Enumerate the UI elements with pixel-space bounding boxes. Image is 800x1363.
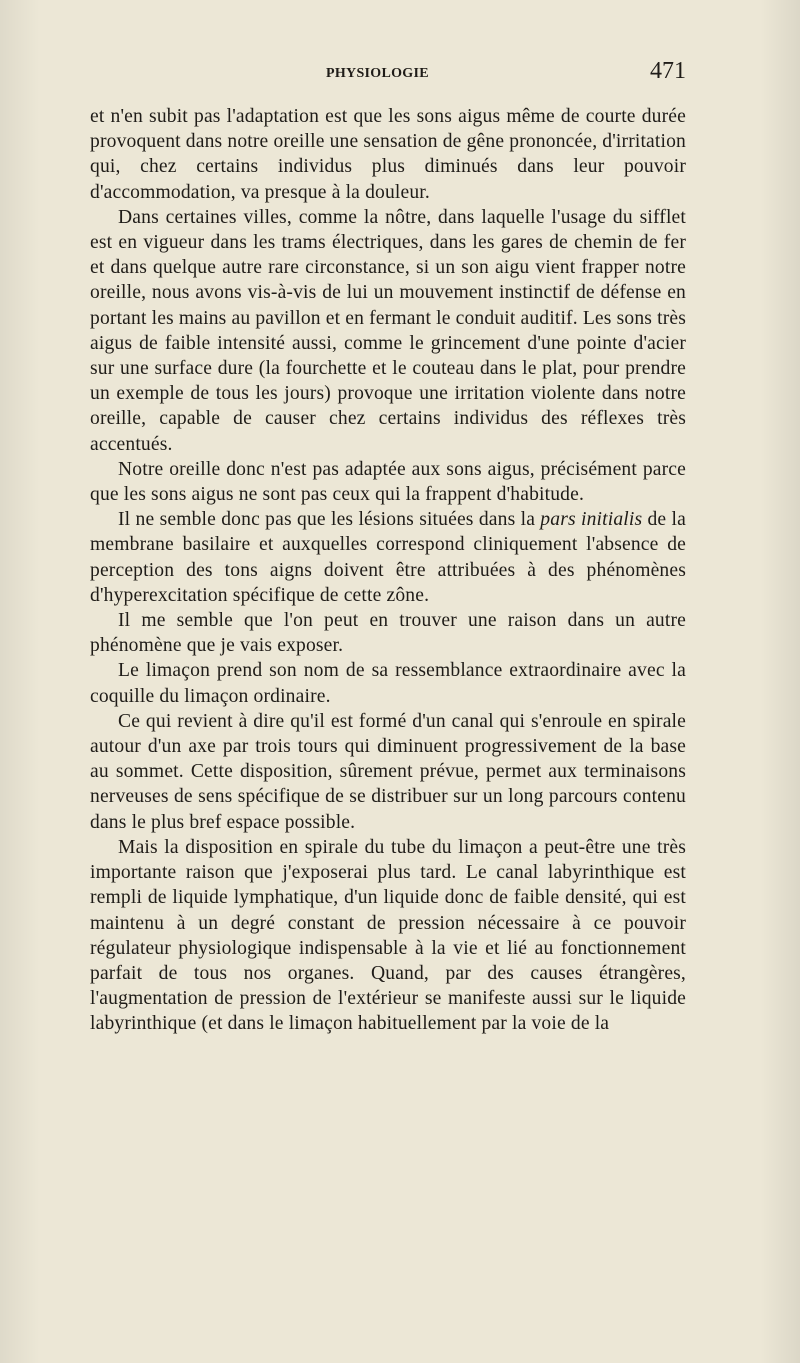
paragraph-2: Dans certaines villes, comme la nôtre, dans laquelle l'usage du sifflet est en vigueur dans les trams électriques, dans les gares de chemin de fer et dans quelque autre rare circonstance, si un son aigu vient frapper notre oreille, nous avons vis-à-vis de lui un mouvement instinctif de défense en portant les mains au pavillon et en fermant le conduit auditif. Les sons très aigus de faible intensité aussi, comme le grincement d'une pointe d'acier sur une surface dure (la fourchette et le couteau dans le plat, pour prendre un exemple de tous les jours) provoque une irritation violente dans notre oreille, capable de causer chez certains individus des réflexes très accentués.	[90, 206, 686, 455]
body-text	[90, 104, 686, 1037]
page-number: 471	[650, 58, 686, 84]
paragraph-8: Mais la disposition en spirale du tube du limaçon a peut-être une très importante raison que j'exposerai plus tard. Le canal labyrinthique est rempli de liquide lymphatique, d'un liquide donc de faible densité, qui est maintenu à un degré constant de pression nécessaire à ce pouvoir régulateur physiologique indispensable à la vie et lié au fonctionnement parfait de tous nos organes. Quand, par des causes étrangères, l'augmentation de pression de l'extérieur se manifeste aussi sur le liquide labyrinthique (et dans le limaçon habituellement par la voie de la	[90, 836, 686, 1035]
page-header	[90, 58, 686, 94]
paragraph-4-text-after: de la membrane basilaire et auxquelles correspond cliniquement l'absence de perception des tons aigns doivent être attribuées à des phénomènes d'hyperexcitation spécifique de cette zône.	[90, 509, 686, 606]
paragraph-3: Notre oreille donc n'est pas adaptée aux sons aigus, précisément parce que les sons aigus ne sont pas ceux qui la frappent d'habitude.	[90, 458, 686, 506]
paragraph-1: et n'en subit pas l'adaptation est que les sons aigus même de courte durée provoquent dans notre oreille une sensation de gêne prononcée, d'irritation qui, chez certains individus plus diminués dans leur pouvoir d'accommodation, va presque à la douleur.	[90, 106, 686, 203]
latin-term: pars initialis	[540, 509, 643, 531]
paragraph-7: Ce qui revient à dire qu'il est formé d'un canal qui s'enroule en spirale autour d'un axe par trois tours qui diminuent progressivement de la base au sommet. Cette disposition, sûrement prévue, permet aux terminaisons nerveuses de sens spécifique de se distribuer sur un long parcours contenu dans le plus bref espace possible.	[90, 710, 686, 833]
paragraph-6: Le limaçon prend son nom de sa ressemblance extraordinaire avec la coquille du limaçon ordinaire.	[90, 660, 686, 707]
paragraph-4-text-before: Il ne semble donc pas que les lésions situées dans la	[118, 509, 541, 531]
paragraph-4	[90, 507, 686, 608]
running-head: PHYSIOLOGIE	[326, 66, 429, 81]
paragraph-5: Il me semble que l'on peut en trouver une raison dans un autre phénomène que je vais exposer.	[90, 610, 686, 657]
